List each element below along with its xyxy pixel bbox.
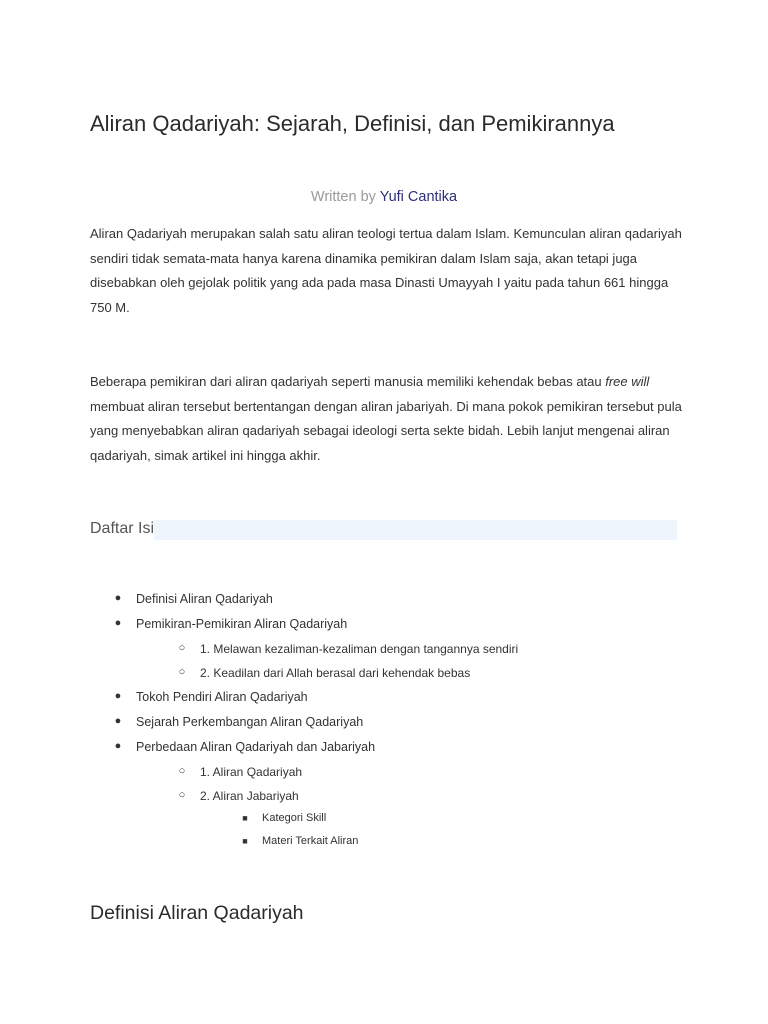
toc-subitem-keadilan[interactable] [178, 666, 471, 680]
toc-subitem-qadariyah[interactable] [178, 765, 303, 779]
square-bullet-icon: ■ [242, 836, 248, 846]
bullet-icon: ● [114, 715, 122, 727]
toc-item-label[interactable]: Perbedaan Aliran Qadariyah dan Jabariyah [136, 740, 376, 754]
toc-item-sejarah[interactable] [114, 715, 364, 729]
toc-item-label[interactable]: 1. Aliran Qadariyah [200, 765, 303, 779]
paragraph-text-before: Beberapa pemikiran dari aliran qadariyah seperti manusia memiliki kehendak bebas atau [90, 374, 606, 389]
paragraph-text-after: membuat aliran tersebut bertentangan dengan aliran jabariyah. Di mana pokok pemikiran tersebut pula yang menyebabkan aliran qadariyah sebagai ideologi serta sekte bidah. Lebih lanjut mengenai aliran qadariyah, simak artikel ini hingga akhir. [90, 398, 682, 463]
toc-subitem-jabariyah[interactable] [178, 789, 299, 803]
bullet-icon: ● [114, 690, 122, 702]
bullet-icon: ● [114, 617, 122, 629]
square-bullet-icon: ■ [242, 813, 248, 823]
author-link[interactable]: Yufi Cantika [379, 189, 458, 205]
toc-item-label[interactable]: Sejarah Perkembangan Aliran Qadariyah [136, 715, 364, 729]
free-will-term: free will [605, 374, 650, 389]
article-title: Aliran Qadariyah: Sejarah, Definisi, dan Pemikirannya [90, 111, 615, 136]
bullet-icon: ● [114, 592, 122, 604]
toc-heading: Daftar Isi [90, 520, 155, 537]
toc-item-label[interactable]: Pemikiran-Pemikiran Aliran Qadariyah [136, 617, 348, 631]
byline-prefix: Written by [310, 189, 376, 205]
toc-item-label[interactable]: Definisi Aliran Qadariyah [136, 592, 273, 606]
toc-subsubitem-kategori[interactable] [242, 812, 327, 824]
bullet-icon: ○ [178, 765, 186, 777]
section-heading: Definisi Aliran Qadariyah [90, 902, 304, 924]
toc-item-label[interactable]: Tokoh Pendiri Aliran Qadariyah [136, 690, 308, 704]
second-paragraph [90, 370, 690, 468]
toc-item-label[interactable]: 2. Aliran Jabariyah [200, 789, 299, 803]
toc-item-tokoh[interactable] [114, 690, 308, 704]
bullet-icon: ● [114, 740, 122, 752]
bullet-icon: ○ [178, 789, 186, 801]
toc-subsubitem-materi[interactable] [242, 835, 359, 847]
toc-item-label[interactable]: 1. Melawan kezaliman-kezaliman dengan tangannya sendiri [200, 642, 519, 656]
byline [0, 189, 768, 205]
toc-item-label[interactable]: Materi Terkait Aliran [262, 835, 359, 847]
bullet-icon: ○ [178, 666, 186, 678]
bullet-icon: ○ [178, 642, 186, 654]
intro-paragraph: Aliran Qadariyah merupakan salah satu aliran teologi tertua dalam Islam. Kemunculan aliran qadariyah sendiri tidak semata-mata hanya karena dinamika pemikiran dalam Islam saja, akan tetapi juga disebabkan oleh gejolak politik yang ada pada masa Dinasti Umayyah I yaitu pada tahun 661 hingga 750 M. [90, 226, 682, 315]
toc-item-label[interactable]: 2. Keadilan dari Allah berasal dari kehendak bebas [200, 666, 471, 680]
toc-highlight-bar [154, 520, 677, 540]
toc-item-label[interactable]: Kategori Skill [262, 812, 327, 824]
toc-subitem-melawan[interactable] [178, 642, 519, 656]
toc-item-definisi[interactable] [114, 592, 273, 606]
toc-item-pemikiran[interactable] [114, 617, 348, 631]
toc-item-perbedaan[interactable] [114, 740, 376, 754]
